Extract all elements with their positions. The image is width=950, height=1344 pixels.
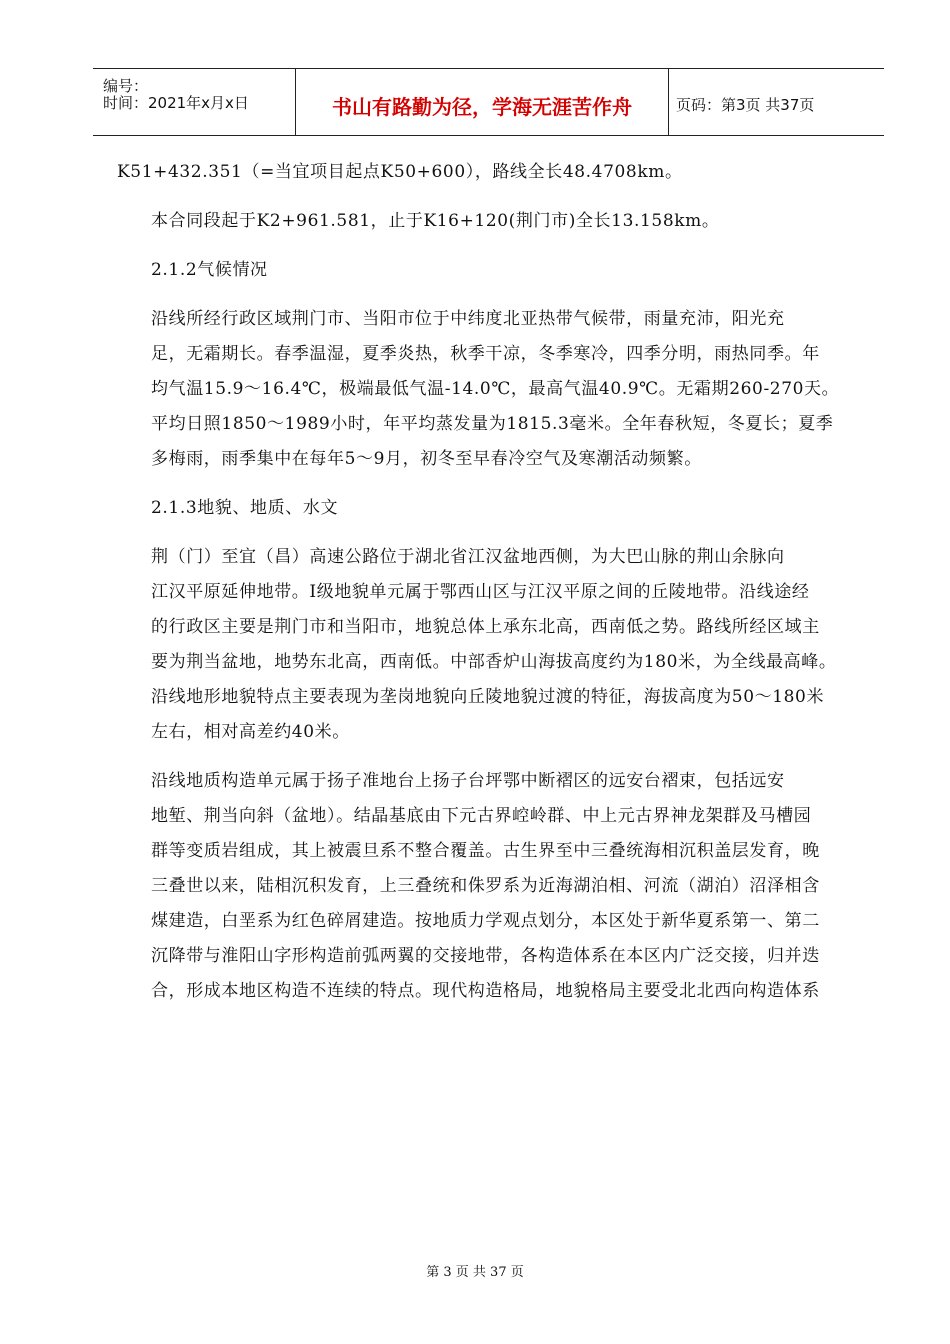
paragraph-line: 均气温15.9～16.4℃，极端最低气温-14.0℃，最高气温40.9℃。无霜期260-270天。 [151, 379, 840, 399]
paragraph-line: 沉降带与淮阳山字形构造前弧两翼的交接地带，各构造体系在本区内广泛交接，归并迭 [151, 946, 820, 966]
paragraph [117, 764, 852, 1009]
serial-label: 编号： [103, 77, 149, 95]
paragraph-line: 多梅雨，雨季集中在每年5～9月，初冬至早春冷空气及寒潮活动频繁。 [151, 449, 702, 469]
paragraph-line: 荆（门）至宜（昌）高速公路位于湖北省江汉盆地西侧，为大巴山脉的荆山余脉向 [151, 547, 785, 567]
paragraph-line: 江汉平原延伸地带。Ⅰ级地貌单元属于鄂西山区与江汉平原之间的丘陵地带。沿线途经 [151, 582, 810, 602]
page-header [93, 68, 884, 136]
paragraph-line: 本合同段起于K2+961.581，止于K16+120(荆门市)全长13.158km。 [151, 211, 720, 231]
paragraph-line: 煤建造，白垩系为红色碎屑建造。按地质力学观点划分，本区处于新华夏系第一、第二 [151, 911, 820, 931]
page-footer: 第 3 页 共 37 页 [426, 1265, 524, 1280]
paragraph-line: 沿线地形地貌特点主要表现为垄岗地貌向丘陵地貌过渡的特征，海拔高度为50～180米 [151, 687, 825, 707]
header-page-cell [668, 69, 884, 135]
paragraph-line: 的行政区主要是荆门市和当阳市，地貌总体上承东北高，西南低之势。路线所经区域主 [151, 617, 820, 637]
header-page-label: 页码：第3页 共37页 [676, 96, 815, 114]
header-motto: 书山有路勤为径，学海无涯苦作舟 [332, 95, 632, 119]
paragraph-line: K51+432.351（=当宜项目起点K50+600），路线全长48.4708km。 [117, 162, 683, 182]
time-label: 时间：2021年x月x日 [103, 94, 249, 112]
paragraph-line: 平均日照1850～1989小时，年平均蒸发量为1815.3毫米。全年春秋短，冬夏长；夏季 [151, 414, 834, 434]
paragraph [117, 155, 852, 190]
header-motto-cell [295, 69, 669, 135]
paragraph-line: 2.1.3地貌、地质、水文 [151, 498, 339, 518]
paragraph [117, 253, 852, 288]
paragraph-line: 群等变质岩组成，其上被震旦系不整合覆盖。古生界至中三叠统海相沉积盖层发育，晚 [151, 841, 820, 861]
paragraph-line: 2.1.2气候情况 [151, 260, 268, 280]
paragraph-line: 左右，相对高差约40米。 [151, 722, 350, 742]
paragraph-line: 沿线地质构造单元属于扬子准地台上扬子台坪鄂中断褶区的远安台褶束，包括远安 [151, 771, 785, 791]
paragraph [117, 540, 852, 750]
paragraph-line: 地堑、荆当向斜（盆地）。结晶基底由下元古界崆岭群、中上元古界神龙架群及马槽园 [151, 806, 812, 826]
document-body [117, 155, 852, 1023]
paragraph [117, 302, 852, 477]
paragraph-line: 足，无霜期长。春季温湿，夏季炎热，秋季干凉，冬季寒冷，四季分明，雨热同季。年 [151, 344, 820, 364]
paragraph [117, 204, 852, 239]
paragraph-line: 三叠世以来，陆相沉积发育，上三叠统和侏罗系为近海湖泊相、河流（湖泊）沼泽相含 [151, 876, 820, 896]
header-info-cell [93, 69, 295, 135]
paragraph-line: 合，形成本地区构造不连续的特点。现代构造格局，地貌格局主要受北北西向构造体系 [151, 981, 820, 1001]
paragraph-line: 要为荆当盆地，地势东北高，西南低。中部香炉山海拔高度约为180米，为全线最高峰。 [151, 652, 837, 672]
paragraph [117, 491, 852, 526]
paragraph-line: 沿线所经行政区域荆门市、当阳市位于中纬度北亚热带气候带，雨量充沛，阳光充 [151, 309, 785, 329]
